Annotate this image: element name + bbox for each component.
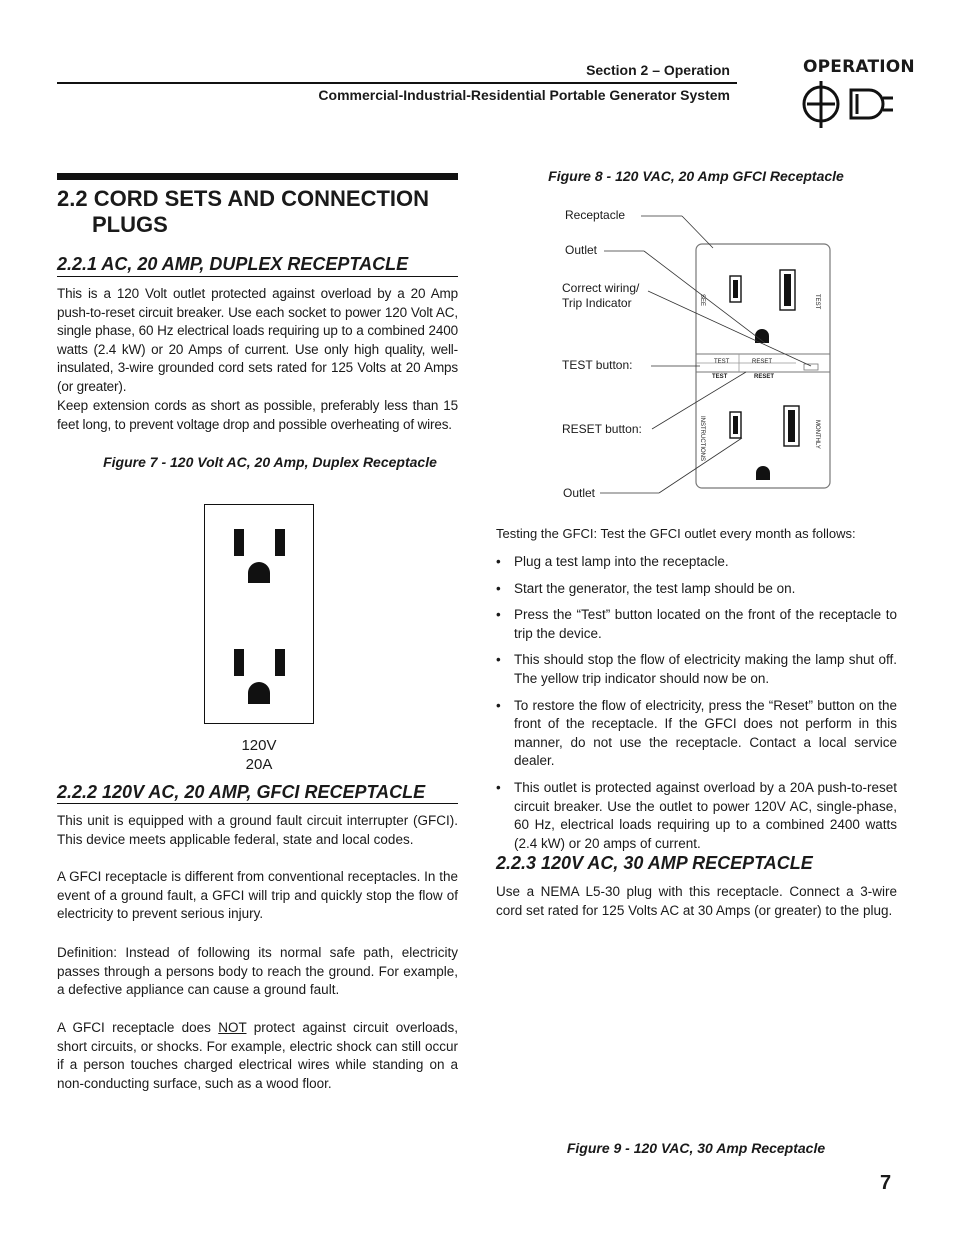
duplex-receptacle-drawing [205,505,313,723]
list-item: • This should stop the flow of electricity making the lamp shut off. The yellow trip indicator should now be on. [496,651,897,688]
duplex-rating [204,736,314,774]
label-test-button: TEST button: [562,358,633,372]
heading-221: 2.2.1 AC, 20 AMP, DUPLEX RECEPTACLE [57,254,409,274]
testing-intro: Testing the GFCI: Test the GFCI outlet every month as follows: [496,526,856,541]
gfci-diagram [556,198,846,508]
section-title-line1: 2.2 CORD SETS AND CONNECTION [57,186,430,211]
list-item: • Plug a test lamp into the receptacle. [496,553,897,572]
duplex-receptacle-figure [204,504,314,724]
para-222-4-pre: A GFCI receptacle does [57,1020,219,1035]
face-see-label: SEE [699,294,705,307]
face-test-label: TEST [712,374,728,380]
face-monthly-label: MONTHLY [814,420,820,449]
page-number: 7 [880,1172,892,1194]
heading-221-rule [57,276,458,277]
section-rule [57,173,458,180]
face-reset-label: RESET [754,374,775,380]
list-item: • Start the generator, the test lamp should be on. [496,580,897,599]
header-system-title: Commercial-Industrial-Residential Portable Generator System [318,87,730,103]
not-emphasis: NOT [218,1020,247,1035]
face-instructions-label: INSTRUCTIONS [699,416,705,461]
label-outlet-bottom: Outlet [563,486,596,500]
face-test-upside: TEST [714,359,730,365]
plug-receptacle-icon [797,78,897,130]
duplex-voltage: 120V [241,737,277,754]
testing-steps [496,553,897,861]
para-221-2: Keep extension cords as short as possible, preferably less than 15 feet long, to prevent voltage drop and possible overheating of wires. [57,398,458,432]
para-222-4 [57,1019,458,1093]
list-item: • This outlet is protected against overload by a 20A push-to-reset circuit breaker. Use the outlet to power 120V AC, single-phase, 60 Hz, electrical loads requiring up to a combined 2400 watts (2.4 kW) or 20 amps of current. [496,779,897,853]
para-222-4-post: protect against circuit overloads, short circuits, or shocks. For example, electric shock can still occur if a person touches charged electrical wires while standing on a non-conducting surface, such as a wood floor. [57,1020,458,1091]
gfci-receptacle-figure [556,198,846,513]
testing-bullet-list [496,553,897,853]
heading-223: 2.2.3 120V AC, 30 AMP RECEPTACLE [496,853,813,873]
duplex-amps: 20A [245,756,273,773]
section-title [57,186,457,238]
para-222-2: A GFCI receptacle is different from conventional receptacles. In the event of a ground fault, a GFCI will trip and quickly stop the flow of electricity to prevent serious injury. [57,869,458,922]
heading-222: 2.2.2 120V AC, 20 AMP, GFCI RECEPTACLE [57,782,426,802]
label-trip-indicator-line2: Trip Indicator [562,296,632,310]
label-receptacle: Receptacle [565,208,626,222]
figure-9-caption: Figure 9 - 120 VAC, 30 Amp Receptacle [566,1140,826,1156]
header-section-title: Section 2 – Operation [586,62,730,78]
label-trip-indicator-line1: Correct wiring/ [562,281,640,295]
figure-7-caption: Figure 7 - 120 Volt AC, 20 Amp, Duplex Receptacle [103,454,437,470]
list-item: • To restore the flow of electricity, press the “Reset” button on the front of the receptacle. If the GFCI does not perform in this manner, do not use the receptacle. Contact a local service dealer. [496,697,897,771]
label-reset-button: RESET button: [562,422,642,436]
para-223-1: Use a NEMA L5-30 plug with this receptacle. Connect a 3-wire cord set rated for 125 Volts AC at 30 Amps (or greater) to the plug. [496,884,897,918]
section-title-line2: PLUGS [92,212,168,237]
figure-8-caption: Figure 8 - 120 VAC, 20 Amp GFCI Receptacle [548,168,844,184]
face-test-vertical: TEST [814,294,820,310]
operation-label: OPERATION [803,57,915,77]
para-222-3: Definition: Instead of following its normal safe path, electricity passes through a persons body to reach the ground. For example, a defective appliance can cause a ground fault. [57,945,458,998]
label-outlet-top: Outlet [565,243,598,257]
label-trip-indicator [562,281,639,311]
face-reset-upside: RESET [752,359,773,365]
list-item: • Press the “Test” button located on the front of the receptacle to trip the device. [496,606,897,643]
heading-222-rule [57,803,458,804]
para-221-1: This is a 120 Volt outlet protected against overload by a 20 Amp push-to-reset circuit breaker. Use each socket to power 120 Volt AC, single phase, 60 Hz electrical loads requiring up to a combined 2400 watts (2.4 kW) or 20 Amps of current. Use only high quality, well-insulated, 3-wire grounded cord sets rated for 125 Volts at 20 Amps (or greater). [57,286,458,394]
para-222-1: This unit is equipped with a ground fault circuit interrupter (GFCI). This device meets applicable federal, state and local codes. [57,813,458,847]
header-rule [57,82,737,84]
